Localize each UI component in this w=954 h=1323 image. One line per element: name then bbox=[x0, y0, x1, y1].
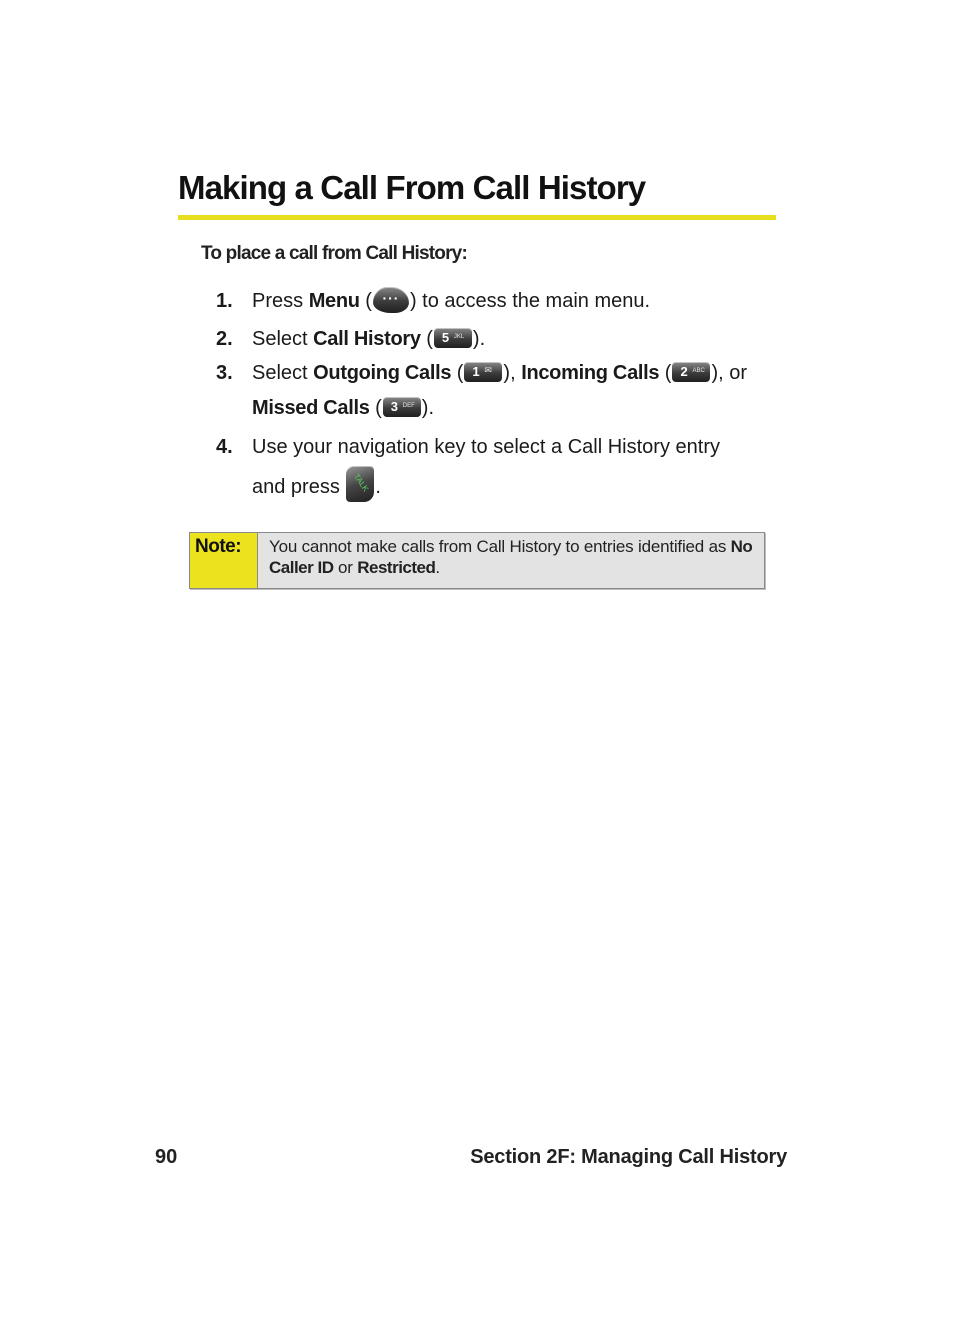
step-text: Select bbox=[252, 362, 314, 384]
menu-key-label: ··· bbox=[382, 289, 400, 306]
note-text-part: or bbox=[333, 558, 358, 577]
section-title: Section 2F: Managing Call History bbox=[470, 1146, 787, 1168]
paren: ( bbox=[369, 397, 382, 419]
note-box bbox=[189, 532, 765, 589]
paren: ( bbox=[451, 362, 464, 384]
key-letters: JKL bbox=[453, 333, 465, 340]
no-caller-id-term: No Caller ID bbox=[269, 537, 753, 577]
talk-key-label: TALK bbox=[352, 471, 371, 493]
key-5-icon bbox=[434, 328, 472, 348]
note-label: Note: bbox=[190, 533, 258, 588]
missed-calls-term: Missed Calls bbox=[252, 397, 370, 419]
step-1 bbox=[216, 283, 776, 319]
key-letters: DEF bbox=[402, 402, 415, 409]
page-title: Making a Call From Call History bbox=[178, 169, 646, 206]
call-history-term: Call History bbox=[313, 328, 421, 350]
title-rule bbox=[178, 215, 776, 220]
step-text: ), or bbox=[711, 362, 748, 384]
steps-list bbox=[216, 283, 776, 507]
key-1-icon bbox=[464, 362, 502, 382]
key-number: 3 bbox=[390, 398, 399, 414]
step-text: ) to access the main menu. bbox=[409, 290, 651, 312]
step-text: Press bbox=[252, 290, 309, 312]
menu-term: Menu bbox=[308, 290, 360, 312]
note-text bbox=[258, 533, 764, 588]
menu-key-icon bbox=[373, 287, 409, 313]
key-letters: ABC bbox=[692, 367, 705, 374]
paren: ( bbox=[359, 290, 372, 312]
paren: ( bbox=[659, 362, 672, 384]
key-voicemail-symbol: ✉ bbox=[484, 364, 492, 375]
step-number: 2. bbox=[216, 328, 233, 350]
outgoing-calls-term: Outgoing Calls bbox=[313, 362, 452, 384]
talk-key-icon bbox=[346, 466, 374, 502]
key-3-icon bbox=[383, 397, 421, 417]
step-3 bbox=[216, 356, 776, 426]
note-text-part: . bbox=[435, 558, 440, 577]
restricted-term: Restricted bbox=[357, 558, 436, 577]
step-number: 4. bbox=[216, 436, 233, 458]
step-number: 1. bbox=[216, 290, 233, 312]
incoming-calls-term: Incoming Calls bbox=[521, 362, 660, 384]
key-number: 2 bbox=[680, 363, 688, 379]
step-text: ). bbox=[421, 397, 434, 419]
key-2-icon bbox=[672, 362, 710, 382]
step-4 bbox=[216, 427, 776, 507]
key-number: 1 bbox=[472, 363, 480, 379]
note-text-part: You cannot make calls from Call History to entries identified as bbox=[269, 537, 731, 556]
step-text: Select bbox=[252, 328, 314, 350]
intro-heading: To place a call from Call History: bbox=[201, 243, 467, 264]
key-number: 5 bbox=[441, 329, 450, 345]
page-number: 90 bbox=[155, 1146, 178, 1168]
step-2 bbox=[216, 322, 776, 356]
step-number: 3. bbox=[216, 362, 233, 384]
step-text: . bbox=[375, 476, 381, 498]
step-text: ), bbox=[503, 362, 522, 384]
paren: ( bbox=[420, 328, 433, 350]
step-text: and press bbox=[252, 476, 346, 498]
step-text: ). bbox=[472, 328, 486, 350]
step-text: Use your navigation key to select a Call History entry bbox=[252, 436, 720, 458]
